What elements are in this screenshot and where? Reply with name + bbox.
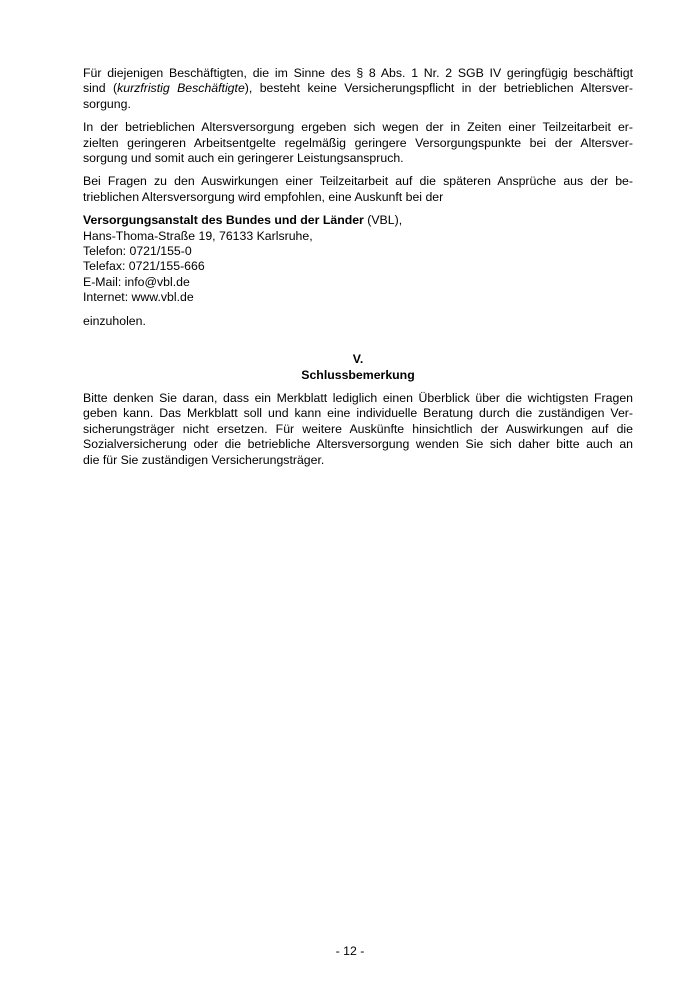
org-abbrev: (VBL), (363, 213, 403, 228)
text-line: zielten geringeren Arbeitsentgelte regelmäßig geringere Versorgungspunkte bei der Altersver- (83, 135, 633, 150)
text-segment: ), besteht keine Versicherungspflicht in der betrieblichen Altersver- (244, 81, 633, 96)
text-line: die für Sie zuständigen Versicherungsträger. (83, 452, 325, 467)
text-line: sorgung. (83, 96, 131, 111)
section-title: Schlussbemerkung (301, 367, 415, 382)
address-fax: Telefax: 0721/155-666 (83, 259, 205, 274)
address-street: Hans-Thoma-Straße 19, 76133 Karlsruhe, (83, 228, 313, 243)
text-line: In der betrieblichen Altersversorgung ergeben sich wegen der in Zeiten einer Teilzeitarbeit er- (83, 120, 633, 135)
section-heading (83, 352, 633, 383)
address-internet: Internet: www.vbl.de (83, 290, 194, 305)
text-line: Sozialversicherung oder die betriebliche Altersversorgung wenden Sie sich daher bitte auch an (83, 437, 633, 452)
text-line: Bei Fragen zu den Auswirkungen einer Teilzeitarbeit auf die späteren Ansprüche aus der be- (83, 174, 633, 189)
emphasis-text: kurzfristig Beschäftigte (117, 81, 245, 96)
paragraph-geringfuegig (83, 66, 633, 112)
document-body (83, 66, 633, 476)
text-segment: sind ( (83, 81, 118, 96)
section-number: V. (352, 352, 364, 367)
org-name: Versorgungsanstalt des Bundes und der Länder (83, 213, 364, 228)
address-email: E-Mail: info@vbl.de (83, 274, 190, 289)
page-number: - 12 - (335, 944, 365, 958)
vbl-address-block (83, 213, 633, 305)
text-line: sorgung und somit auch ein geringerer Leistungsanspruch. (83, 151, 404, 166)
text-line: Für diejenigen Beschäftigten, die im Sinne des § 8 Abs. 1 Nr. 2 SGB IV geringfügig beschäftigt (83, 66, 633, 80)
address-org-line (83, 213, 633, 228)
closing-word: einzuholen. (83, 313, 146, 328)
text-line: geben kann. Das Merkblatt soll und kann eine individuelle Beratung durch die zuständigen Ver- (83, 406, 633, 421)
text-line (83, 81, 633, 96)
text-line: sicherungsträger nicht ersetzen. Für weitere Auskünfte hinsichtlich der Auswirkungen auf die (83, 421, 633, 436)
paragraph-auskunft (83, 174, 633, 205)
paragraph-teilzeit (83, 120, 633, 166)
text-line: trieblichen Altersversorgung wird empfohlen, eine Auskunft bei der (83, 189, 444, 204)
address-phone: Telefon: 0721/155-0 (83, 244, 192, 259)
paragraph-schlussbemerkung (83, 391, 633, 468)
text-line: Bitte denken Sie daran, dass ein Merkblatt lediglich einen Überblick über die wichtigsten Fragen (83, 390, 633, 405)
